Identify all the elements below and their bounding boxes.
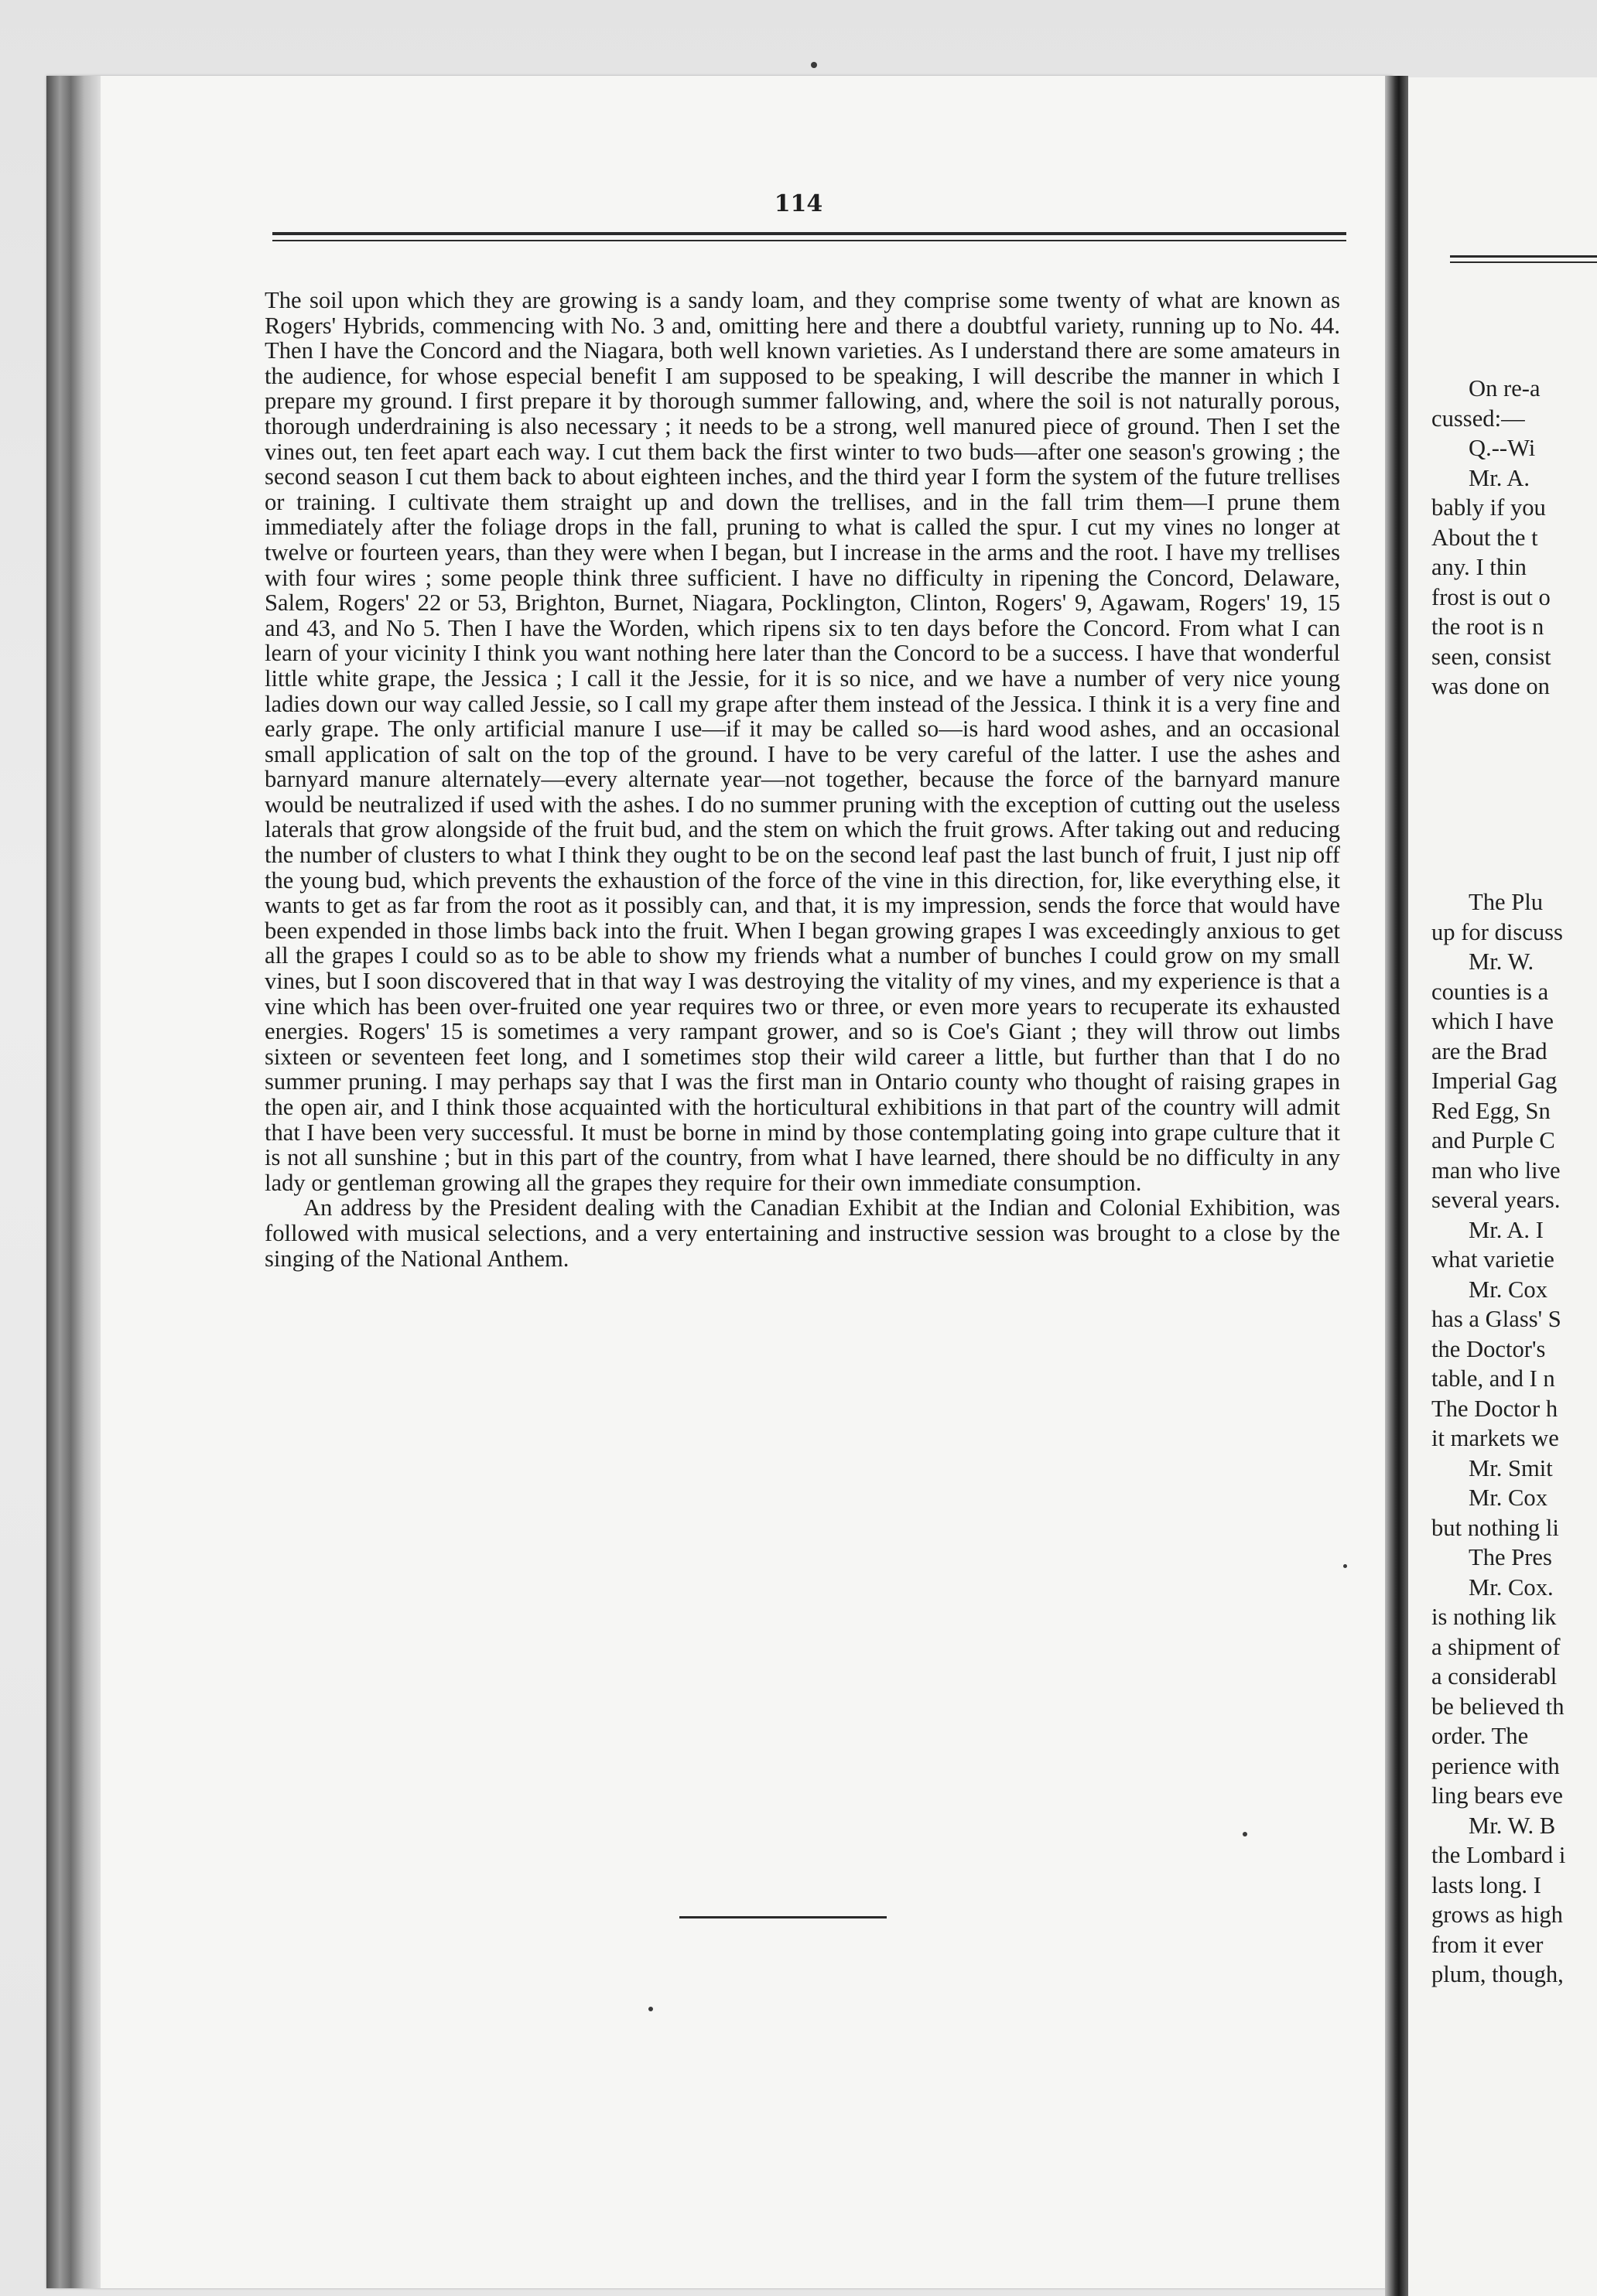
page-number: 114 [774, 190, 823, 217]
right-line: seen, consist [1431, 643, 1551, 670]
right-line: About the t [1431, 524, 1538, 551]
section-end-rule [679, 1916, 887, 1918]
right-line: ling bears eve [1431, 1782, 1563, 1809]
right-line: but nothing li [1431, 1514, 1559, 1541]
right-line: The Doctor h [1431, 1395, 1558, 1422]
right-line: Mr. Cox [1469, 1485, 1547, 1511]
right-line: a shipment of [1431, 1633, 1561, 1660]
right-line: Mr. Smit [1469, 1454, 1553, 1481]
right-line: and Purple C [1431, 1127, 1555, 1153]
paper-speck [811, 62, 817, 68]
right-line: Red Egg, Sn [1431, 1097, 1551, 1124]
right-line: bably if you [1431, 494, 1546, 521]
paper-speck [648, 2007, 653, 2011]
right-line: cussed:— [1431, 405, 1525, 432]
book-spine-edge [46, 76, 101, 2288]
right-header-rule-thick [1450, 255, 1597, 258]
right-line: is nothing lik [1431, 1604, 1557, 1630]
right-line: grows as high [1431, 1901, 1563, 1928]
right-line: table, and I n [1431, 1365, 1555, 1392]
right-line: frost is out o [1431, 583, 1551, 610]
paragraph-closing-session: An address by the President dealing with the Canadian Exhibit at the Indian and Colonial Exhibition, was followed with musical selections, and a very entertaining and instructive session was brought to a close by the singing of the National Anthem. [265, 1194, 1340, 1272]
right-line: The Plu [1469, 889, 1544, 915]
right-line: order. The [1431, 1723, 1529, 1749]
right-line: Mr. A. I [1469, 1216, 1544, 1243]
paper-speck [1343, 1564, 1347, 1568]
right-page-text [1431, 376, 1551, 704]
right-line: Mr. W. [1469, 948, 1534, 975]
right-line: are the Brad [1431, 1037, 1547, 1064]
right-line: Q.--Wi [1469, 435, 1536, 461]
right-page-text-lower [1431, 890, 1565, 1992]
paper-speck [1243, 1832, 1247, 1836]
right-line: the Lombard i [1431, 1842, 1566, 1868]
right-header-rule-thin [1450, 261, 1597, 263]
right-line: a considerabl [1431, 1663, 1558, 1690]
right-line: be believed th [1431, 1693, 1565, 1720]
right-line: which I have [1431, 1008, 1554, 1034]
article-body [265, 288, 1340, 1271]
right-line: The Pres [1469, 1544, 1552, 1570]
right-line: Mr. Cox. [1469, 1573, 1554, 1601]
right-line: it markets we [1431, 1425, 1559, 1451]
right-line: has a Glass' S [1431, 1306, 1561, 1332]
paragraph-grape-culture: The soil upon which they are growing is a sandy loam, and they comprise some twenty of what are known as Rogers' Hybrids, commencing with No. 3 and, omitting here and there a doubtful variety, running up to No. 44. Then I have the Concord and the Niagara, both well known varieties. As I understand there are some amateurs in the audience, for whose especial benefit I am supposed to be speaking, I will describe the manner in which I prepare my ground. I first prepare it by thorough summer fallowing, and, where the soil is not naturally porous, thorough underdraining is also necessary ; it needs to be a strong, well manured piece of ground. Then I set the vines out, ten feet apart each way. I cut them back the first winter to two buds—after one season's growing ; the second season I cut them back to about eighteen inches, and the third year I form the system of the future trellises or training. I cultivate them straight up and down the trellises, and in the fall trim them—I prune them immediately after the foliage drops in the fall, pruning to what is called the spur. I cut my vines no longer at twelve or fourteen years, than they were when I began, but I increase in the arms and the root. I have my trellises with four wires ; some people think three sufficient. I have no difficulty in ripening the Concord, Delaware, Salem, Rogers' 22 or 53, Brighton, Burnet, Niagara, Pocklington, Clinton, Rogers' 9, Agawam, Rogers' 19, 15 and 43, and No 5. Then I have the Worden, which ripens six to ten days before the Concord. From what I can learn of your vicinity I think you want nothing here later than the Concord to be a success. I have that wonderful little white grape, the Jessica ; I call it the Jessie, for it is so nice, and we have a number of very nice young ladies down our way called Jessie, so I call my grape after them instead of the Jessica. I think it is a very fine and early grape. The only artificial manure I use—if it may be called so—is hard wood ashes, and an occasional small application of salt on the top of the ground. I have to be very careful of the latter. I use the ashes and barnyard manure alternately—every alternate year—not together, because the force of the barnyard manure would be neutralized if used with the ashes. I do no summer pruning with the exception of cutting out the useless laterals that grow alongside of the fruit bud, and the stem on which the fruit grows. After taking out and reducing the number of clusters to what I think they ought to be on the second leaf past the last bunch of fruit, I just nip off the young bud, which prevents the exhaustion of the force of the vine in this direction, for, like everything else, it wants to get as far from the root as it possibly can, and that, it is my impression, sends the force that would have been expended in those limbs back into the fruit. When I began growing grapes I was exceedingly anxious to get all the grapes I could so as to be able to show my friends what a number of bunches I could grow on my small vines, but I soon discovered that in that way I was destroying the vitality of my vines, and my experience is that a vine which has been over-fruited one year requires two or three, or even more years to recuperate its exhausted energies. Rogers' 15 is sometimes a very rampant grower, and so is Coe's Giant ; they will throw out limbs sixteen or seventeen feet long, and I sometimes stop their wild career a little, but further than that I do no summer pruning. I may perhaps say that I was the first man in Ontario county who thought of raising grapes in the open air, and I think those acquainted with the horticultural exhibitions in that part of the country will admit that I have been very successful. It must be borne in mind by those contemplating going into grape culture that it is not all sunshine ; but in this part of the country, from what I have learned, there should be no difficulty in any lady or gentleman growing all the grapes they require for their own immediate consumption. [265, 287, 1340, 1196]
right-line: plum, though, [1431, 1961, 1564, 1987]
right-line: the root is n [1431, 613, 1544, 640]
header-rule-thin [272, 240, 1346, 241]
right-line: what varietie [1431, 1246, 1554, 1273]
right-line: Mr. Cox [1469, 1276, 1547, 1303]
page-gutter [1385, 76, 1408, 2296]
right-line: Mr. W. B [1469, 1812, 1556, 1839]
header-rule-thick [272, 232, 1346, 235]
right-line: counties is a [1431, 978, 1549, 1005]
right-line: perience with [1431, 1752, 1560, 1779]
right-line: Imperial Gag [1431, 1068, 1558, 1094]
right-page-partial [1408, 77, 1597, 2296]
right-line: several years. [1431, 1187, 1561, 1213]
right-line: the Doctor's [1431, 1335, 1546, 1362]
right-line: from it ever [1431, 1931, 1544, 1958]
right-line: lasts long. I [1431, 1871, 1541, 1898]
right-line: was done on [1431, 673, 1550, 699]
right-line: On re-a [1469, 375, 1541, 401]
right-line: any. I thin [1431, 554, 1527, 580]
right-line: man who live [1431, 1157, 1561, 1184]
right-line: Mr. A. [1469, 464, 1530, 491]
right-line: up for discuss [1431, 918, 1563, 945]
